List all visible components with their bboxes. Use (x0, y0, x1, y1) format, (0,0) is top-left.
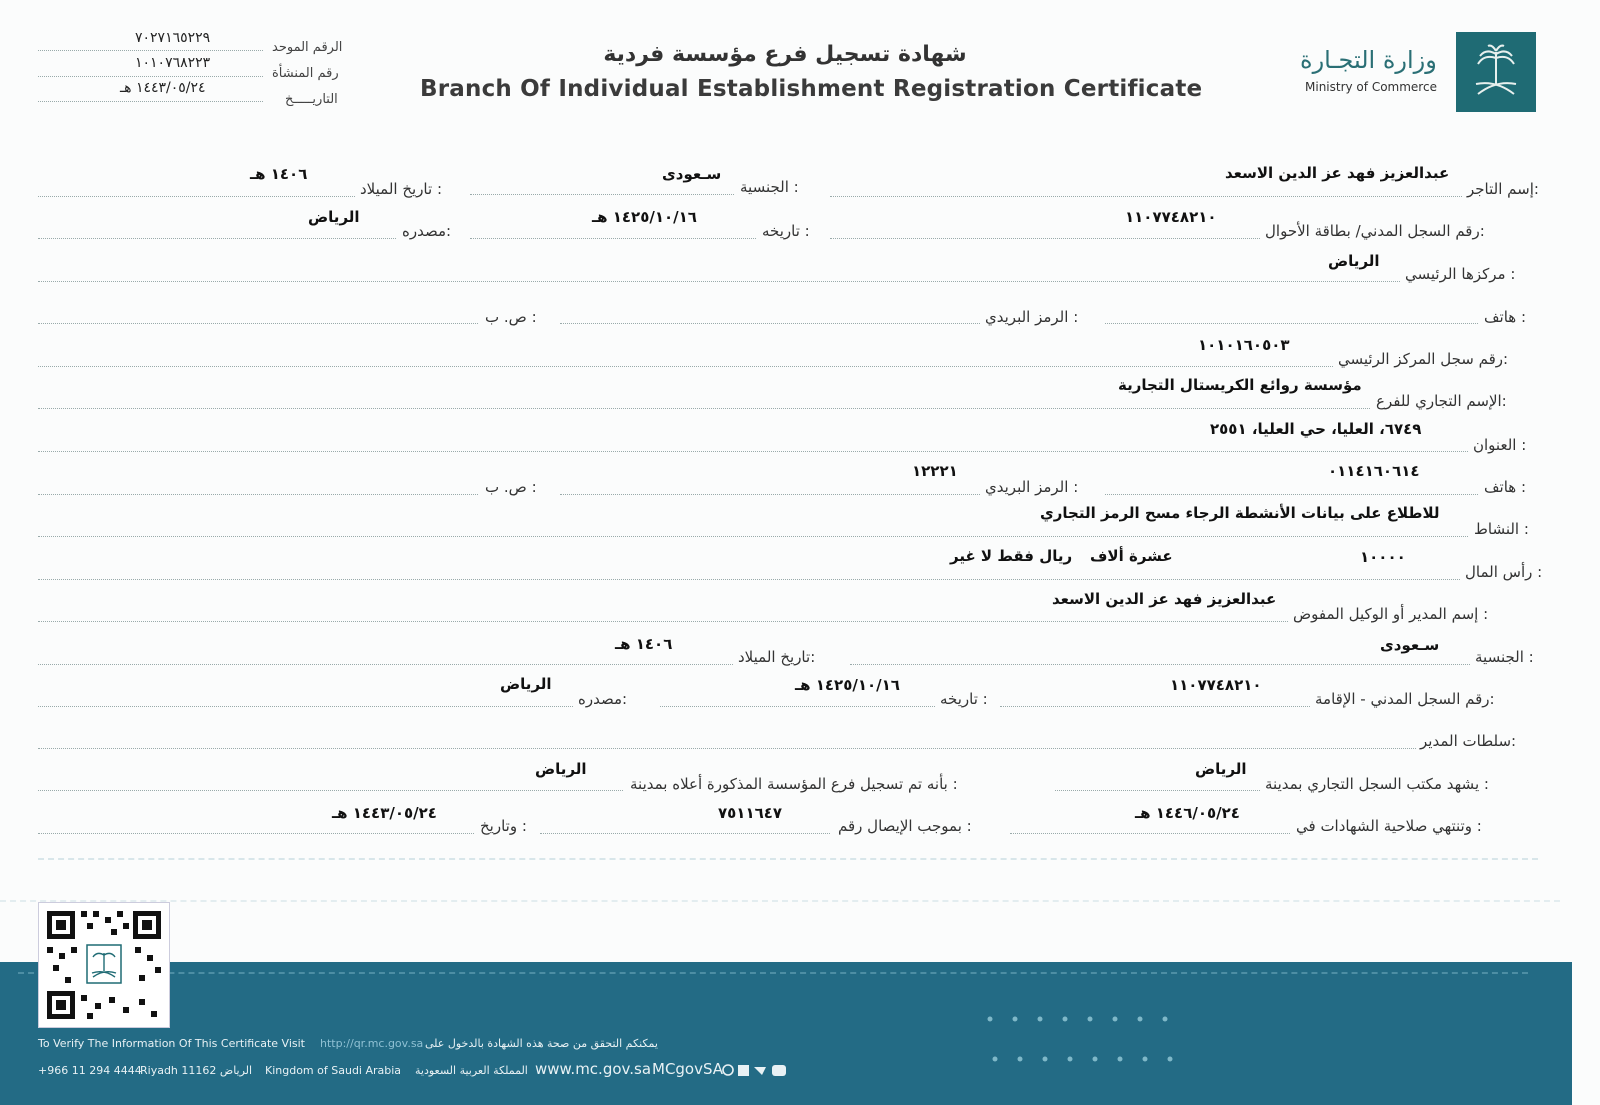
address-value: ٦٧٤٩، العليا، حي العليا، ٢٥٥١ (1210, 420, 1422, 438)
civil-source: الرياض (308, 208, 360, 226)
facility-number: ١٠١٠٧٦٨٢٢٣ (135, 55, 211, 71)
qr-code[interactable] (38, 902, 170, 1028)
nationality-label: الجنسية : (740, 178, 799, 196)
mgr-nationality-label: الجنسية : (1475, 648, 1534, 666)
mgr-date: ١٤٢٥/١٠/١٦ هـ (795, 676, 900, 694)
mgr-nationality-value: سـعودى (1380, 636, 1440, 654)
pobox2-label: ص. ب : (485, 478, 537, 496)
unified-number-label: الرقم الموحد (272, 40, 343, 55)
address-label: العنوان : (1473, 436, 1527, 454)
birth-value: ١٤٠٦ هـ (250, 165, 308, 183)
issue-date: ١٤٤٣/٠٥/٢٤ هـ (120, 80, 206, 96)
footer-social[interactable]: MCgovSA (652, 1060, 724, 1078)
hq-reg-label: رقم سجل المركز الرئيسي: (1338, 350, 1509, 368)
verify-en: To Verify The Information Of This Certificate Visit (38, 1037, 305, 1050)
manager-label: إسم المدير أو الوكيل المفوض : (1293, 605, 1489, 623)
decor-line (0, 900, 1560, 902)
mgr-source-label: مصدره: (578, 690, 628, 708)
unified-number: ٧٠٢٧١٦٥٢٢٩ (135, 30, 211, 46)
branch-name: مؤسسة روائع الكريستال التجارية (1118, 376, 1362, 394)
civil-label: رقم السجل المدني/ بطاقة الأحوال: (1265, 222, 1485, 240)
merchant-name: عبدالعزيز فهد عز الدين الاسعد (1225, 164, 1450, 182)
capital-value: ١٠٠٠٠ (1360, 548, 1406, 566)
title-arabic: شهادة تسجيل فرع مؤسسة فردية (603, 42, 967, 67)
footer-website[interactable]: www.mc.gov.sa (535, 1060, 652, 1078)
verify-url[interactable]: http://qr.mc.gov.sa (320, 1037, 424, 1050)
social-icons (722, 1062, 792, 1081)
ministry-logo (1456, 32, 1536, 112)
mgr-birth-label: تاريخ الميلاد: (738, 648, 816, 666)
receipt-date-label: وتاريخ : (480, 817, 527, 835)
footer-country-en: Kingdom of Saudi Arabia (265, 1064, 402, 1077)
footer-phone: +966 11 294 4444 (38, 1064, 142, 1077)
capital-label: رأس المال : (1465, 563, 1543, 581)
certify-city2: الرياض (535, 760, 587, 778)
nationality-value: سـعودى (662, 165, 722, 183)
manager-name: عبدالعزيز فهد عز الدين الاسعد (1052, 590, 1277, 608)
capital-words: عشرة ألاف (1090, 547, 1173, 565)
activity-value: للاطلاع على بيانات الأنشطة الرجاء مسح الرمز التجاري (1040, 504, 1440, 522)
phone2-label: هاتف : (1484, 478, 1527, 496)
merchant-label: إسم التاجر: (1467, 180, 1539, 198)
verify-ar: يمكنكم التحقق من صحة هذه الشهادة بالدخول على (425, 1037, 658, 1050)
postal1-label: الرمز البريدي : (985, 308, 1079, 326)
hq-label: مركزها الرئيسي : (1405, 265, 1516, 283)
postal2-value: ١٢٢٢١ (912, 462, 958, 480)
decor-line (38, 858, 1538, 860)
mgr-source: الرياض (500, 675, 552, 693)
mgr-birth-value: ١٤٠٦ هـ (615, 635, 673, 653)
civil-date-label: تاريخه : (762, 222, 810, 240)
civil-source-label: مصدره: (402, 222, 452, 240)
receipt-number: ٧٥١١٦٤٧ (718, 804, 783, 822)
capital-currency: ريال فقط لا غير (950, 547, 1073, 565)
civil-number: ١١٠٧٧٤٨٢١٠ (1125, 208, 1217, 226)
ministry-name-en: Ministry of Commerce (1305, 80, 1437, 94)
receipt-label: بموجب الإيصال رقم : (838, 817, 972, 835)
expiry-date: ١٤٤٦/٠٥/٢٤ هـ (1135, 804, 1240, 822)
decor-dots (980, 1014, 1240, 1068)
birth-label: تاريخ الميلاد : (360, 180, 443, 198)
footer-city: Riyadh 11162 الرياض (140, 1064, 253, 1077)
footer-country-ar: المملكة العربية السعودية (415, 1064, 528, 1077)
postal2-label: الرمز البريدي : (985, 478, 1079, 496)
mgr-civil-label: رقم السجل المدني - الإقامة: (1315, 690, 1495, 708)
pobox1-label: ص. ب : (485, 308, 537, 326)
receipt-date: ١٤٤٣/٠٥/٢٤ هـ (332, 804, 437, 822)
mgr-date-label: تاريخه : (940, 690, 988, 708)
facility-number-label: رقم المنشأة (272, 66, 339, 81)
certify-city: الرياض (1195, 760, 1247, 778)
activity-label: النشاط : (1474, 520, 1529, 538)
hq-reg-number: ١٠١٠١٦٠٥٠٣ (1198, 336, 1290, 354)
civil-date: ١٤٢٥/١٠/١٦ هـ (592, 208, 697, 226)
phone2-value: ٠١١٤١٦٠٦١٤ (1328, 462, 1420, 480)
certify-label: يشهد مكتب السجل التجاري بمدينة : (1265, 775, 1489, 793)
qr-code-icon (39, 903, 169, 1027)
mgr-powers-label: سلطات المدير: (1420, 732, 1517, 750)
palm-swords-icon (1456, 32, 1536, 112)
title-english: Branch Of Individual Establishment Registration Certificate (420, 76, 1203, 102)
footer-band (0, 962, 1572, 1105)
mgr-civil-number: ١١٠٧٧٤٨٢١٠ (1170, 676, 1262, 694)
issue-date-label: التاريـــــخ (285, 92, 338, 107)
ministry-name-ar: وزارة التجـارة (1300, 46, 1437, 74)
branch-name-label: الإسم التجاري للفرع: (1376, 392, 1507, 410)
expiry-label: وتنتهي صلاحية الشهادات في : (1296, 817, 1482, 835)
certify-text: بأنه تم تسجيل فرع المؤسسة المذكورة أعلاه بمدينة : (630, 775, 958, 793)
phone1-label: هاتف : (1484, 308, 1527, 326)
hq-value: الرياض (1328, 252, 1380, 270)
